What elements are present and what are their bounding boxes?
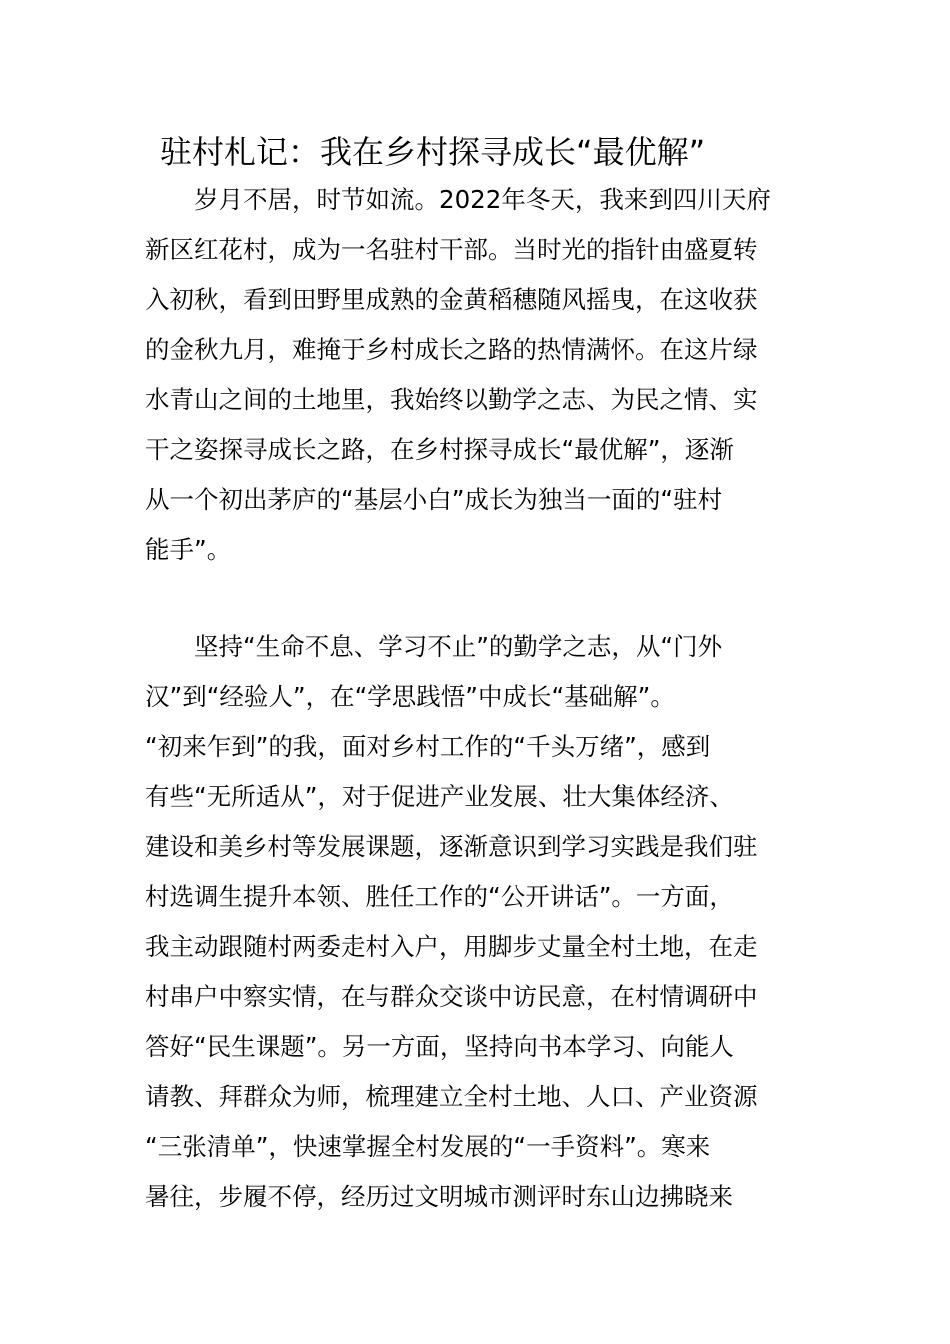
text-line: 从一个初出茅庐的“基层小白”成长为独当一面的“驻村	[145, 485, 723, 514]
text-line: “三张清单”，快速掌握全村发展的“一手资料”。寒来	[145, 1132, 711, 1161]
text-line: 村选调生提升本领、胜任工作的“公开讲话”。一方面，	[145, 882, 734, 911]
text-line: 我主动跟随村两委走村入户，用脚步丈量全村土地，在走	[145, 932, 758, 961]
text-line: 汉”到“经验人”，在“学思践悟”中成长“基础解”。	[145, 682, 675, 711]
text-line: 请教、拜群众为师，梳理建立全村土地、人口、产业资源	[145, 1082, 758, 1111]
text-line: 坚持“生命不息、学习不止”的勤学之志，从“门外	[145, 632, 723, 661]
text-line: 答好“民生课题”。另一方面，坚持向书本学习、向能人	[145, 1032, 734, 1061]
text-line: 能手”。	[145, 535, 232, 564]
text-line: 暑往，步履不停，经历过文明城市测评时东山边拂晓来	[145, 1182, 733, 1211]
text-line: 干之姿探寻成长之路，在乡村探寻成长“最优解”，逐渐	[145, 435, 734, 464]
text-line: 有些“无所适从”，对于促进产业发展、壮大集体经济、	[145, 782, 734, 811]
document-title: 驻村札记：我在乡村探寻成长“最优解”	[160, 133, 706, 171]
text-line: 村串户中察实情，在与群众交谈中访民意，在村情调研中	[145, 982, 758, 1011]
text-line: “初来乍到”的我，面对乡村工作的“千头万绪”，感到	[145, 732, 711, 761]
text-line: 入初秋，看到田野里成熟的金黄稻穗随风摇曳，在这收获	[145, 285, 758, 314]
text-line: 的金秋九月，难掩于乡村成长之路的热情满怀。在这片绿	[145, 335, 758, 364]
text-line: 建设和美乡村等发展课题，逐渐意识到学习实践是我们驻	[145, 832, 758, 861]
text-line: 水青山之间的土地里，我始终以勤学之志、为民之情、实	[145, 385, 758, 414]
text-line: 岁月不居，时节如流。2022年冬天，我来到四川天府	[145, 185, 771, 214]
text-line: 新区红花村，成为一名驻村干部。当时光的指针由盛夏转	[145, 235, 758, 264]
